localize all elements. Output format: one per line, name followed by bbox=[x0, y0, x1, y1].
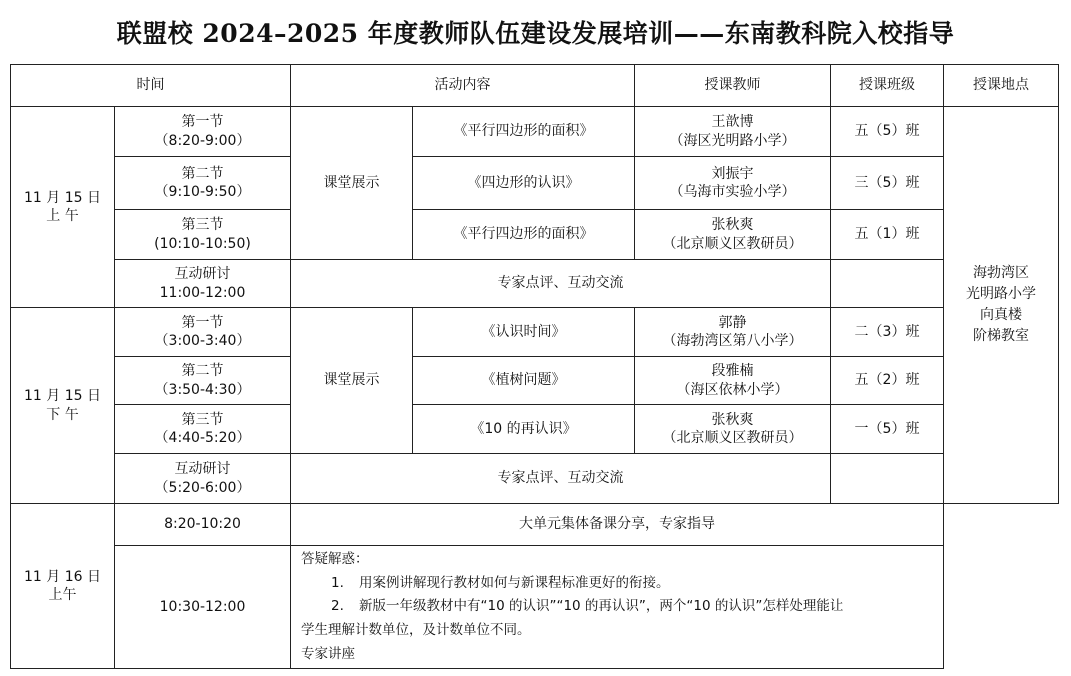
table-row bbox=[11, 260, 1059, 308]
interact-content-cell: 专家点评、互动交流 bbox=[291, 454, 831, 504]
interact-time-cell: 互动研讨 11:00-12:00 bbox=[115, 260, 291, 308]
topic-cell: 《平行四边形的面积》 bbox=[413, 107, 635, 157]
header-venue: 授课地点 bbox=[944, 65, 1059, 107]
page-title: 联盟校 2024–2025 年度教师队伍建设发展培训——东南教科院入校指导 bbox=[116, 19, 955, 48]
teacher-cell: 张秋爽 （北京顺义区教研员） bbox=[635, 405, 831, 454]
header-time: 时间 bbox=[11, 65, 291, 107]
table-row bbox=[11, 504, 1059, 546]
class-cell: 三（5）班 bbox=[831, 157, 944, 210]
date-cell-morning-16: 11 月 16 日 上午 bbox=[11, 504, 115, 669]
topic-cell: 《认识时间》 bbox=[413, 308, 635, 357]
class-cell: 二（3）班 bbox=[831, 308, 944, 357]
table-row bbox=[11, 107, 1059, 157]
qa-heading: 答疑解惑： bbox=[301, 551, 369, 567]
date-cell-afternoon-15: 11 月 15 日 下 午 bbox=[11, 308, 115, 504]
session-time-cell: 第二节 （9:10-9:50） bbox=[115, 157, 291, 210]
table-row bbox=[11, 157, 1059, 210]
header-class: 授课班级 bbox=[831, 65, 944, 107]
topic-cell: 《四边形的认识》 bbox=[413, 157, 635, 210]
session-time-cell: 第三节 (10:10-10:50) bbox=[115, 210, 291, 260]
qa-item-1: 1. 用案例讲解现行教材如何与新课程标准更好的衔接。 bbox=[331, 574, 670, 591]
schedule-table bbox=[10, 64, 1059, 669]
table-row bbox=[11, 454, 1059, 504]
qa-footer: 专家讲座 bbox=[301, 645, 355, 662]
teacher-cell: 张秋爽 （北京顺义区教研员） bbox=[635, 210, 831, 260]
topic-cell: 《10 的再认识》 bbox=[413, 405, 635, 454]
teacher-cell: 刘振宇 （乌海市实验小学） bbox=[635, 157, 831, 210]
category-cell: 课堂展示 bbox=[291, 308, 413, 454]
header-content: 活动内容 bbox=[291, 65, 635, 107]
topic-cell: 《植树问题》 bbox=[413, 357, 635, 405]
table-row bbox=[11, 210, 1059, 260]
session-time-cell: 第一节 （3:00-3:40） bbox=[115, 308, 291, 357]
empty-class-cell bbox=[831, 454, 944, 504]
header-row bbox=[11, 65, 1059, 107]
class-cell: 五（1）班 bbox=[831, 210, 944, 260]
date-cell-morning-15: 11 月 15 日 上 午 bbox=[11, 107, 115, 308]
venue-cell: 海勃湾区 光明路小学 向真楼 阶梯教室 bbox=[944, 107, 1059, 504]
header-teacher: 授课教师 bbox=[635, 65, 831, 107]
session-time-cell: 第二节 （3:50-4:30） bbox=[115, 357, 291, 405]
topic-cell: 《平行四边形的面积》 bbox=[413, 210, 635, 260]
teacher-cell: 郭静 （海勃湾区第八小学） bbox=[635, 308, 831, 357]
category-cell: 课堂展示 bbox=[291, 107, 413, 260]
class-cell: 一（5）班 bbox=[831, 405, 944, 454]
table-row bbox=[11, 546, 1059, 669]
table-row bbox=[11, 405, 1059, 454]
qa-content-cell bbox=[291, 546, 944, 669]
class-cell: 五（5）班 bbox=[831, 107, 944, 157]
qa-item-2: 2. 新版一年级教材中有“10 的认识”“10 的再认识”，两个“10 的认识”怎样处理能让 bbox=[331, 598, 844, 615]
slot-time-cell: 10:30-12:00 bbox=[115, 546, 291, 669]
table-row bbox=[11, 308, 1059, 357]
empty-class-cell bbox=[831, 260, 944, 308]
class-cell: 五（2）班 bbox=[831, 357, 944, 405]
session-time-cell: 第一节 （8:20-9:00） bbox=[115, 107, 291, 157]
qa-item-2-cont: 学生理解计数单位，及计数单位不同。 bbox=[301, 621, 531, 638]
session-time-cell: 第三节 （4:40-5:20） bbox=[115, 405, 291, 454]
table-row bbox=[11, 357, 1059, 405]
teacher-cell: 段雅楠 （海区依林小学） bbox=[635, 357, 831, 405]
slot-time-cell: 8:20-10:20 bbox=[115, 504, 291, 546]
interact-time-cell: 互动研讨 （5:20-6:00） bbox=[115, 454, 291, 504]
teacher-cell: 王歆博 （海区光明路小学） bbox=[635, 107, 831, 157]
interact-content-cell: 专家点评、互动交流 bbox=[291, 260, 831, 308]
slot-content-cell: 大单元集体备课分享，专家指导 bbox=[291, 504, 944, 546]
